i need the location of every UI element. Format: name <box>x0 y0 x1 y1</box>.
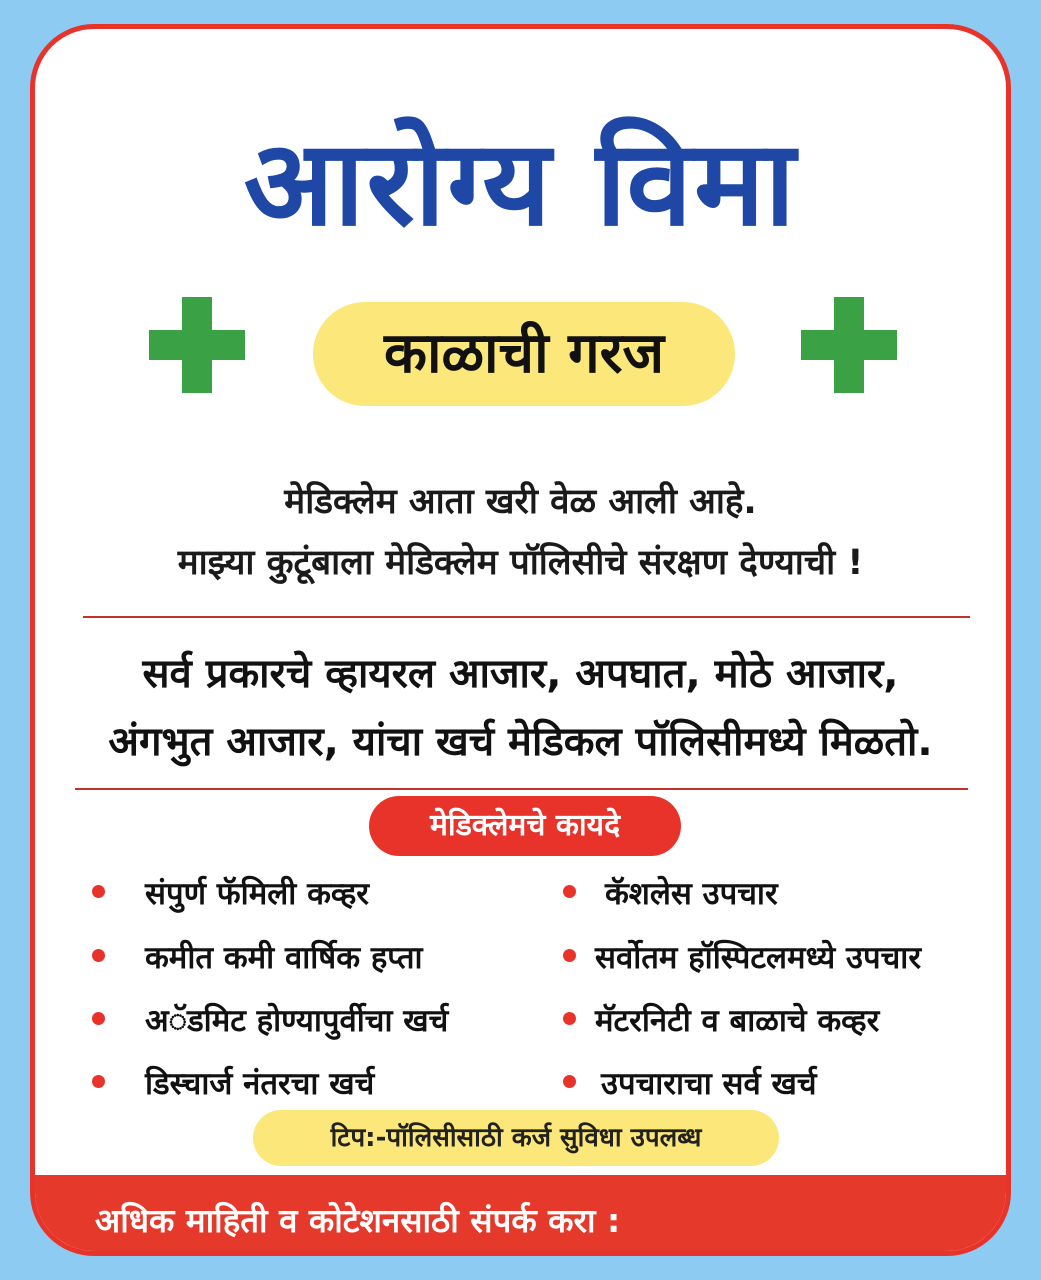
benefit-item: सर्वोतम हॉस्पिटलमध्ये उपचार <box>595 940 922 976</box>
coverage-line-2: अंगभुत आजार, यांचा खर्च मेडिकल पॉलिसीमध्ये मिळतो. <box>108 719 933 765</box>
footer-bar <box>35 1175 1006 1256</box>
benefits-heading: मेडिक्लेमचे कायदे <box>369 796 681 856</box>
bullet-icon <box>92 949 105 962</box>
benefit-item: उपचाराचा सर्व खर्च <box>601 1066 817 1102</box>
tip-pill: टिप:-पॉलिसीसाठी कर्ज सुविधा उपलब्ध <box>253 1110 779 1166</box>
bullet-icon <box>92 1075 105 1088</box>
benefit-item: संपुर्ण फॅमिली कव्हर <box>145 876 369 912</box>
plus-icon <box>149 297 245 393</box>
benefit-item: मॅटरनिटी व बाळाचे कव्हर <box>595 1003 880 1039</box>
bullet-icon <box>92 885 105 898</box>
bullet-icon <box>563 885 576 898</box>
benefit-item: डिस्चार्ज नंतरचा खर्च <box>145 1066 375 1102</box>
bullet-icon <box>563 1012 576 1025</box>
benefit-item: कमीत कमी वार्षिक हप्ता <box>145 940 423 976</box>
poster-title: आरोग्य विमा <box>243 114 798 252</box>
bullet-icon <box>563 1075 576 1088</box>
benefit-item: कॅशलेस उपचार <box>605 876 778 912</box>
plus-icon <box>801 297 897 393</box>
divider <box>83 616 970 618</box>
bullet-icon <box>563 949 576 962</box>
coverage-line-1: सर्व प्रकारचे व्हायरल आजार, अपघात, मोठे आजार, <box>142 651 899 697</box>
poster-card <box>30 24 1011 1256</box>
tagline-pill: काळाची गरज <box>313 302 735 406</box>
intro-line-1: मेडिक्लेम आता खरी वेळ आली आहे. <box>284 482 757 522</box>
divider <box>75 788 968 790</box>
bullet-icon <box>92 1012 105 1025</box>
benefit-item: अॅडमिट होण्यापुर्वीचा खर्च <box>145 1003 449 1039</box>
footer-contact-text: अधिक माहिती व कोटेशनसाठी संपर्क करा : <box>95 1201 621 1240</box>
intro-line-2: माझ्या कुटूंबाला मेडिक्लेम पॉलिसीचे संरक्षण देण्याची ! <box>177 543 864 583</box>
